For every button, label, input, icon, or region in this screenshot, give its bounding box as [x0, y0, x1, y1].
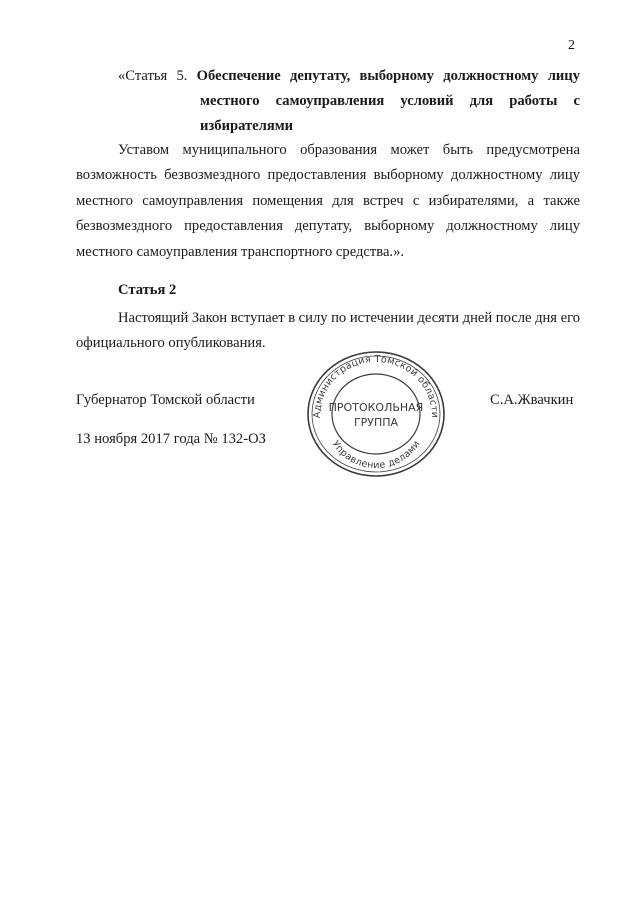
word: образования [300, 142, 378, 158]
text-line-last: местного самоуправления транспортного средства.». [76, 243, 405, 260]
word: Уставом [118, 142, 170, 158]
word: предоставления [184, 218, 283, 235]
heading-word: работы [509, 93, 558, 109]
word: местного [76, 192, 133, 209]
text-line [76, 189, 580, 214]
word: вступает [230, 310, 285, 326]
stamp-center-line-2: ГРУППА [353, 416, 399, 429]
word: лицу [549, 218, 580, 235]
word: избирателями, [428, 192, 519, 209]
word: предусмотрена [486, 142, 580, 158]
word: предоставления [267, 167, 367, 184]
text-line [76, 214, 580, 239]
word: также [543, 192, 580, 209]
word: должностному [446, 218, 538, 235]
text-line-last: официального опубликования. [76, 335, 266, 352]
heading-word: самоуправления [275, 93, 385, 109]
word: по [331, 310, 347, 326]
article-5-body [76, 138, 580, 265]
word: десяти [417, 310, 460, 326]
word: может [390, 142, 430, 158]
svg-text:Управление делами [330, 439, 423, 471]
word: депутату, [294, 218, 353, 235]
law-date-number: 13 ноября 2017 года № 132-ОЗ [76, 431, 266, 447]
page-number: 2 [568, 38, 575, 53]
heading-word: должностному [443, 68, 539, 84]
stamp-center-line-1: ПРОТОКОЛЬНАЯ [328, 401, 424, 414]
word: дней [462, 310, 493, 326]
stamp-top-text: Администрация Томской области [311, 353, 441, 419]
heading-word: выборному [359, 68, 434, 84]
word: его [560, 310, 580, 326]
word: возможность [76, 167, 157, 184]
word: самоуправления [142, 192, 244, 209]
word: должностному [450, 167, 543, 184]
heading-word: условий [400, 93, 454, 109]
text-line [76, 163, 580, 188]
word: безвозмездного [76, 218, 173, 235]
word: лицу [549, 167, 580, 184]
stamp-bottom-text: Управление делами [329, 438, 423, 472]
article-5-heading-continuation [118, 89, 580, 139]
word: в [288, 310, 296, 326]
article-5-heading-line-3: избирателями [200, 118, 294, 134]
text-line [76, 138, 580, 163]
word: Закон [191, 310, 228, 326]
signatory-position: Губернатор Томской области [76, 392, 255, 408]
signatory-name: С.А.Жвачкин [490, 392, 574, 408]
word: выборному [364, 218, 435, 235]
word: помещения [252, 192, 323, 209]
word: после [495, 310, 532, 326]
article-5-heading-line-1 [118, 64, 580, 89]
word: быть [442, 142, 474, 158]
word: муниципального [182, 142, 287, 158]
word: силу [298, 310, 328, 326]
word: безвозмездного [164, 167, 261, 184]
heading-word: Обеспечение [196, 68, 281, 84]
heading-word: с [573, 93, 580, 109]
heading-word: депутату, [289, 68, 351, 84]
official-stamp [304, 348, 448, 478]
article-5-heading [118, 64, 580, 139]
word: встреч [362, 192, 404, 209]
word: для [332, 192, 354, 209]
article-5-heading-line-2 [200, 89, 580, 114]
word: дня [535, 310, 558, 326]
heading-word: «Статья [118, 68, 168, 84]
heading-word: 5. [176, 68, 188, 84]
heading-word: для [469, 93, 494, 109]
article-2-title: Статья 2 [118, 282, 177, 298]
text-line [76, 306, 580, 331]
word: истечении [349, 310, 414, 326]
heading-word: лицу [547, 68, 580, 84]
word: с [412, 192, 420, 209]
word: Настоящий [118, 310, 189, 326]
word: выборному [373, 167, 444, 184]
word: а [527, 192, 535, 209]
heading-word: местного [200, 93, 260, 109]
